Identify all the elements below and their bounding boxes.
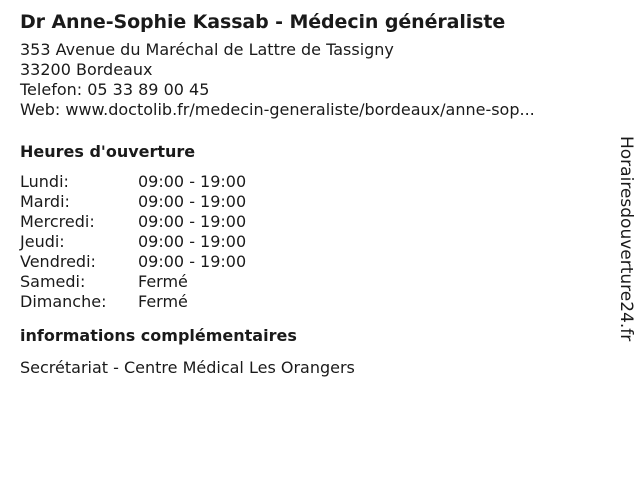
hours-heading: Heures d'ouverture: [20, 142, 196, 161]
hours-row-monday: [20, 172, 595, 192]
time-value: 09:00 - 19:00: [138, 232, 247, 251]
hours-row-sunday: [20, 292, 595, 312]
hours-row-wednesday: [20, 212, 595, 232]
day-label: Mercredi:: [20, 212, 95, 231]
day-label: Vendredi:: [20, 252, 96, 271]
hours-list: [20, 172, 595, 312]
website-link[interactable]: Web: www.doctolib.fr/medecin-generaliste/bordeaux/anne-sop...: [20, 100, 535, 119]
day-label: Mardi:: [20, 192, 70, 211]
site-watermark: Horairesdouverture24.fr: [616, 136, 636, 342]
day-label: Jeudi:: [20, 232, 65, 251]
day-label: Samedi:: [20, 272, 86, 291]
hours-row-thursday: [20, 232, 595, 252]
extra-info-text: Secrétariat - Centre Médical Les Orangers: [20, 358, 355, 377]
address-line-1: 353 Avenue du Maréchal de Lattre de Tassigny: [20, 40, 394, 59]
extra-info-heading: informations complémentaires: [20, 326, 297, 345]
day-label: Dimanche:: [20, 292, 107, 311]
day-label: Lundi:: [20, 172, 69, 191]
hours-row-saturday: [20, 272, 595, 292]
time-value: Fermé: [138, 292, 188, 311]
hours-row-tuesday: [20, 192, 595, 212]
business-card: [20, 8, 595, 378]
address-line-2: 33200 Bordeaux: [20, 60, 153, 79]
page-title: Dr Anne-Sophie Kassab - Médecin généraliste: [20, 11, 506, 33]
hours-row-friday: [20, 252, 595, 272]
time-value: 09:00 - 19:00: [138, 212, 247, 231]
time-value: Fermé: [138, 272, 188, 291]
time-value: 09:00 - 19:00: [138, 192, 247, 211]
time-value: 09:00 - 19:00: [138, 252, 247, 271]
phone-number: Telefon: 05 33 89 00 45: [20, 80, 210, 99]
time-value: 09:00 - 19:00: [138, 172, 247, 191]
